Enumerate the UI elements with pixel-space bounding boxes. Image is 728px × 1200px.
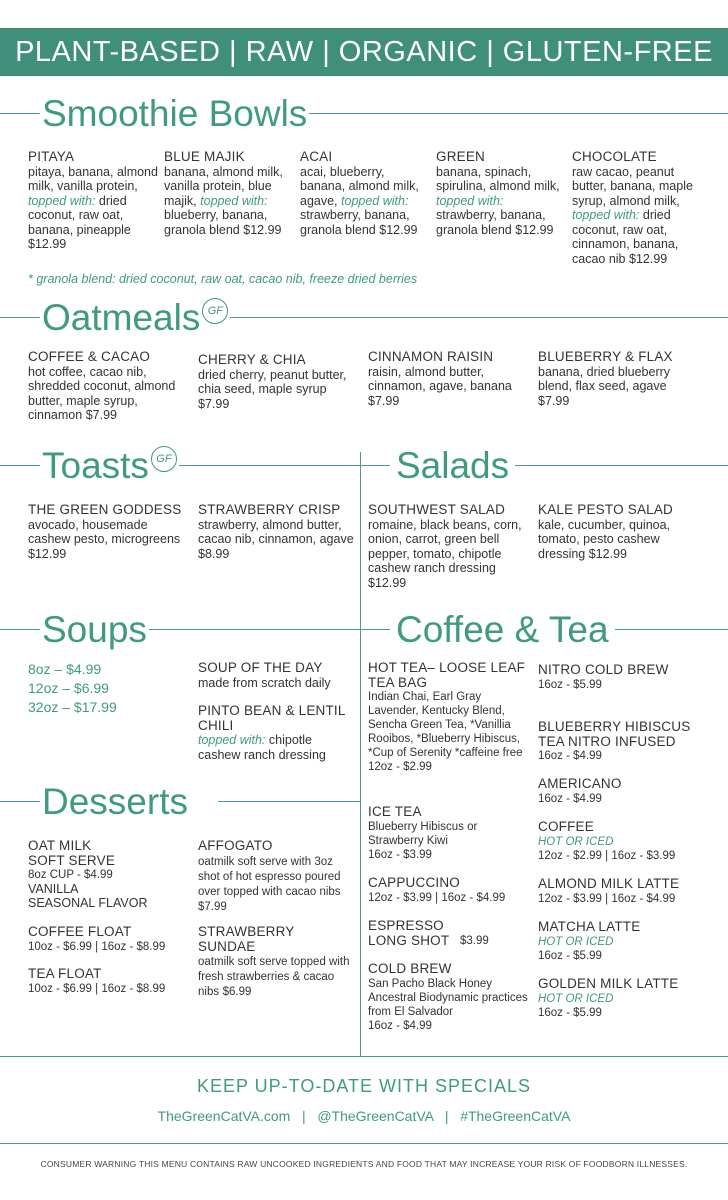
menu-item [198, 925, 353, 999]
item-price: $12.99 [28, 237, 67, 251]
item-name: KALE PESTO SALAD [538, 502, 674, 517]
item-desc: avocado, housemade cashew pesto, microgreens [28, 517, 181, 546]
item-name: COFFEE FLOAT [28, 924, 132, 939]
section-title-soups: Soups [42, 609, 147, 650]
menu-item [368, 350, 528, 408]
topped-label: topped with: [28, 193, 96, 208]
item-price: $7.99 [85, 408, 117, 422]
item-price: $6.99 [222, 986, 252, 998]
soup-price-8oz: 8oz – $4.99 [28, 661, 102, 677]
item-name: BLUE MAJIK [164, 149, 245, 164]
item-price: 12oz - $2.99 | 16oz - $3.99 [538, 849, 676, 862]
footer-rule [0, 1056, 728, 1057]
item-price: 16oz - $5.99 [538, 678, 602, 691]
item-name: COFFEE [538, 819, 594, 834]
menu-item [538, 350, 698, 408]
item-name: MATCHA LATTE [538, 919, 641, 934]
menu-item [538, 877, 708, 906]
gluten-free-icon: GF [151, 446, 177, 472]
item-desc: raw cacao, peanut butter, banana, maple syrup, almond milk, [572, 164, 693, 208]
item-name: HOT TEA– LOOSE LEAF TEA BAG [368, 660, 526, 690]
section-title-smoothie: Smoothie Bowls [42, 93, 308, 134]
item-name: ACAI [300, 149, 333, 164]
item-option: HOT OR ICED [538, 992, 614, 1005]
item-desc: dried cherry, peanut butter, chia seed, maple syrup [198, 367, 347, 396]
item-name: ICE TEA [368, 804, 422, 819]
item-toppings: strawberry, banana, granola blend [436, 208, 546, 237]
menu-item [28, 350, 188, 423]
item-name: STRAWBERRY SUNDAE [198, 924, 295, 954]
item-name: AMERICANO [538, 776, 622, 791]
menu-item [538, 777, 708, 806]
item-price: 12oz - $2.99 [368, 761, 432, 773]
item-price: 16oz - $4.99 [368, 1019, 432, 1032]
soup-price-32oz: 32oz – $17.99 [28, 699, 117, 715]
item-name: CHERRY & CHIA [198, 352, 306, 367]
item-desc: 10oz - $6.99 | 16oz - $8.99 [28, 940, 166, 953]
menu-item [300, 150, 428, 237]
item-price: $7.99 [198, 900, 227, 913]
topped-label: topped with: [200, 193, 268, 208]
item-name: AFFOGATO [198, 838, 273, 853]
item-name: THE GREEN GODDESS [28, 502, 182, 517]
item-price: 16oz - $4.99 [538, 750, 602, 762]
menu-item [538, 977, 708, 1020]
footer-rule [0, 1143, 728, 1144]
item-name: BLUEBERRY HIBISCUS TEA NITRO INFUSED [538, 719, 691, 749]
specials-heading: KEEP UP-TO-DATE WITH SPECIALS [196, 1076, 532, 1096]
item-name: ALMOND MILK LATTE [538, 876, 680, 891]
item-name: ESPRESSO LONG SHOT [368, 918, 450, 948]
item-desc: pitaya, banana, almond milk, vanilla protein, [28, 164, 158, 193]
menu-item [368, 661, 533, 774]
item-price: $12.99 [243, 222, 282, 237]
menu-item [538, 503, 698, 561]
item-desc: oatmilk soft serve with 3oz shot of hot espresso poured over topped with cacao nibs [198, 855, 341, 898]
menu-item [538, 920, 708, 963]
item-price: $12.99 [368, 575, 407, 590]
item-name: COFFEE & CACAO [28, 349, 151, 364]
menu-item [368, 503, 528, 590]
item-desc: banana, spinach, spirulina, almond milk, [436, 164, 560, 193]
item-name: SOUP OF THE DAY [198, 660, 323, 675]
item-name: CHOCOLATE [572, 149, 657, 164]
topped-label: topped with: [198, 733, 266, 747]
item-desc: Blueberry Hibiscus or Strawberry Kiwi [368, 820, 478, 847]
item-desc: 10oz - $6.99 | 16oz - $8.99 [28, 982, 166, 995]
menu-item [368, 962, 533, 1033]
item-price: 16oz - $3.99 [368, 848, 432, 861]
item-flavor: VANILLA [28, 882, 79, 896]
menu-item [538, 820, 708, 863]
item-name: CAPPUCCINO [368, 875, 461, 890]
item-price: $3.99 [460, 935, 489, 947]
menu-item [572, 150, 702, 266]
soup-prices [28, 660, 117, 717]
menu-item [28, 503, 190, 561]
section-title-toasts [40, 446, 179, 486]
item-name: GOLDEN MILK LATTE [538, 976, 679, 991]
menu-item [28, 150, 158, 252]
menu-item [368, 876, 533, 905]
item-toppings: dried coconut, raw oat, cinnamon, banana, cacao nib [572, 208, 679, 266]
menu-item [198, 353, 358, 411]
menu-item [368, 919, 528, 948]
consumer-warning: CONSUMER WARNING THIS MENU CONTAINS RAW UNCOOKED INGREDIENTS AND FOOD THAT MAY INCREASE YOUR RISK OF FOODBORN ILLNESSES. [40, 1159, 688, 1169]
item-desc: chipotle cashew ranch dressing [198, 733, 326, 762]
item-name: TEA FLOAT [28, 966, 102, 981]
section-title-salads: Salads [390, 446, 515, 486]
item-name: GREEN [436, 149, 486, 164]
toasts-title-text: Toasts [42, 445, 149, 486]
item-price: $7.99 [368, 393, 400, 408]
section-title-desserts: Desserts [40, 782, 218, 822]
menu-item [198, 839, 353, 914]
menu-item [198, 704, 348, 762]
menu-item [198, 503, 354, 561]
item-name: PITAYA [28, 149, 75, 164]
item-toppings: blueberry, banana, granola blend [164, 208, 268, 237]
item-price: $7.99 [538, 393, 570, 408]
item-toppings: strawberry, banana, granola blend [300, 208, 410, 237]
menu-item [164, 150, 292, 237]
oatmeals-title-text: Oatmeals [42, 297, 201, 338]
soup-price-12oz: 12oz – $6.99 [28, 680, 109, 696]
item-desc: 8oz CUP - $4.99 [28, 869, 113, 881]
item-name: COLD BREW [368, 961, 452, 976]
item-price: $12.99 [629, 251, 668, 266]
item-flavor: SEASONAL FLAVOR [28, 896, 148, 910]
item-price: $12.99 [588, 546, 627, 561]
item-name: STRAWBERRY CRISP [198, 502, 341, 517]
section-title-coffee-tea: Coffee & Tea [390, 610, 615, 650]
topped-label: topped with: [341, 193, 409, 208]
item-price: 16oz - $5.99 [538, 949, 602, 962]
item-price: 16oz - $5.99 [538, 1006, 602, 1019]
social-links: TheGreenCatVA.com | @TheGreenCatVA | #TheGreenCatVA [157, 1108, 571, 1124]
menu-item [436, 150, 564, 237]
granola-note: * granola blend: dried coconut, raw oat, cacao nib, freeze dried berries [28, 272, 418, 286]
item-name: SOUTHWEST SALAD [368, 502, 506, 517]
item-name: BLUEBERRY & FLAX [538, 349, 673, 364]
menu-item [198, 661, 358, 690]
item-desc: made from scratch daily [198, 675, 331, 690]
menu-item [538, 663, 708, 692]
item-desc: acai, blueberry, banana, almond milk, agave, [300, 164, 419, 208]
item-desc: banana, dried blueberry blend, flax seed, agave [538, 364, 671, 393]
item-price: $8.99 [198, 546, 230, 561]
column-divider [360, 452, 361, 1056]
item-price: 12oz - $3.99 | 16oz - $4.99 [538, 892, 676, 905]
diet-banner: PLANT-BASED | RAW | ORGANIC | GLUTEN-FREE [0, 28, 728, 76]
menu-item [538, 720, 708, 763]
item-desc: hot coffee, cacao nib, shredded coconut, almond butter, maple syrup, cinnamon [28, 364, 176, 422]
item-price: $12.99 [28, 546, 67, 561]
item-name: OAT MILK SOFT SERVE [28, 838, 116, 868]
item-desc: banana, almond milk, vanilla protein, blue majik, [164, 164, 283, 208]
item-desc: romaine, black beans, corn, onion, carrot, green bell pepper, tomato, chipotle cashew ranch dressing [368, 517, 522, 575]
item-desc: Indian Chai, Earl Gray Lavender, Kentucky Blend, Sencha Green Tea, *Vanillia Rooibos, *Blueberry Hibiscus, *Cup of Serenity *caffeine free [368, 691, 523, 759]
menu-item [28, 925, 193, 954]
item-desc: raisin, almond butter, cinnamon, agave, banana [368, 364, 512, 393]
item-price: $7.99 [198, 396, 230, 411]
item-price: $12.99 [379, 222, 418, 237]
menu-item [28, 967, 193, 996]
item-desc: strawberry, almond butter, cacao nib, cinnamon, agave [198, 517, 354, 546]
menu-item [28, 839, 188, 910]
item-option: HOT OR ICED [538, 835, 614, 848]
topped-label: topped with: [572, 208, 640, 222]
item-toppings: dried coconut, raw oat, banana, pineapple [28, 193, 131, 237]
item-name: PINTO BEAN & LENTIL CHILI [198, 703, 346, 733]
item-desc: kale, cucumber, quinoa, tomato, pesto cashew dressing [538, 517, 671, 561]
topped-label: topped with: [436, 193, 504, 208]
item-price: $12.99 [515, 222, 554, 237]
item-name: NITRO COLD BREW [538, 662, 669, 677]
section-title-oatmeals [40, 298, 230, 338]
item-desc: San Pacho Black Honey Ancestral Biodynamic practices from El Salvador [368, 977, 528, 1018]
menu-item [368, 805, 528, 862]
item-price: 16oz - $4.99 [538, 792, 602, 805]
item-price: 12oz - $3.99 | 16oz - $4.99 [368, 891, 506, 904]
gluten-free-icon: GF [202, 298, 228, 324]
item-desc: oatmilk soft serve topped with fresh strawberries & cacao nibs [198, 956, 350, 998]
item-name: CINNAMON RAISIN [368, 349, 494, 364]
item-option: HOT OR ICED [538, 935, 614, 948]
